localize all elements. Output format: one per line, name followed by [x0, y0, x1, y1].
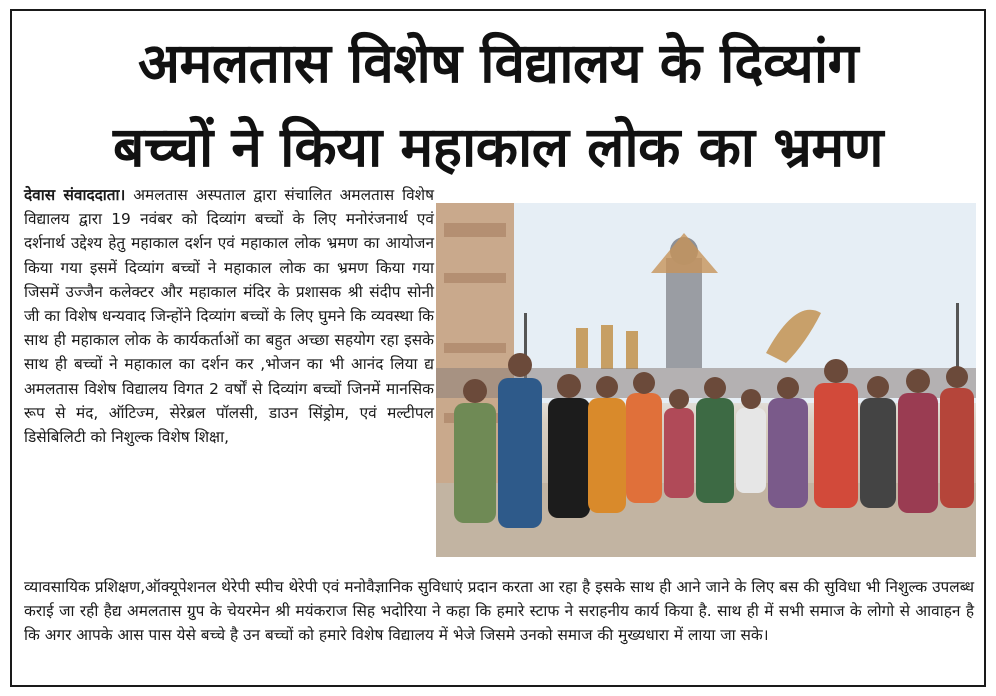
photo-illustration [436, 203, 976, 557]
headline-line-1: अमलतास विशेष विद्यालय के दिव्यांग [137, 31, 859, 95]
article-column [24, 183, 434, 449]
newspaper-clipping [10, 9, 986, 687]
article-column-text: अमलतास अस्पताल द्वारा संचालित अमलतास विशेष विद्यालय द्वारा 19 नवंबर को दिव्यांग बच्चों के लिए मनोरंजनार्थ एवं दर्शनार्थ उद्देश्य हेतु महाकाल दर्शन एवं महाकाल लोक भ्रमण का आयोजन किया गया इसमें दिव्यांग बच्चों ने महाकाल लोक का भ्रमण किया गया जिसमें उज्जैन कलेक्टर और महाकाल मंदिर के प्रशासक श्री संदीप सोनी जी का विशेष धन्यवाद जिन्होंने दिव्यांग बच्चों के लिए घुमने कि व्यवस्था कि साथ ही महाकाल लोक के कार्यकर्ताओं का बहुत अच्छा सहयोग रहा इसके साथ ही बच्चों ने महाकाल का दर्शन कर ,भोजन का भी आनंद लिया द्य अमलतास विशेष विद्यालय विगत 2 वर्षों से दिव्यांग बच्चों जिनमें मानसिक रूप से मंद, ऑटिज्म, सेरेब्रल पॉलसी, डाउन सिंड्रोम, एवं मल्टीपल डिसेबिलिटी को निशुल्क विशेष शिक्षा, [24, 186, 434, 447]
article-continuation: व्यावसायिक प्रशिक्षण,ऑक्यूपेशनल थेरेपी स्पीच थेरेपी एवं मनोवैज्ञानिक सुविधाएं प्रदान करता आ रहा है इसके साथ ही आने जाने के लिए बस की सुविधा भी निशुल्क उपलब्ध कराई जा रही हैद्य अमलतास ग्रुप के चेयरमेन श्री मयंकराज सिह भदोरिया ने कहा कि हमारे स्टाफ ने सराहनीय कार्य किया है. साथ ही में सभी समाज के लोगो से आवाहन है कि अगर आपके आस पास येसे बच्चे है उन बच्चों को हमारे विशेष विद्यालय में भेजे जिसमे उनको समाज की मुख्यधारा में लाया जा सके। [24, 578, 974, 645]
byline: देवास संवाददाता। [24, 186, 126, 204]
article-photo [436, 203, 976, 557]
headline-line-2: बच्चों ने किया महाकाल लोक का भ्रमण [112, 115, 884, 179]
